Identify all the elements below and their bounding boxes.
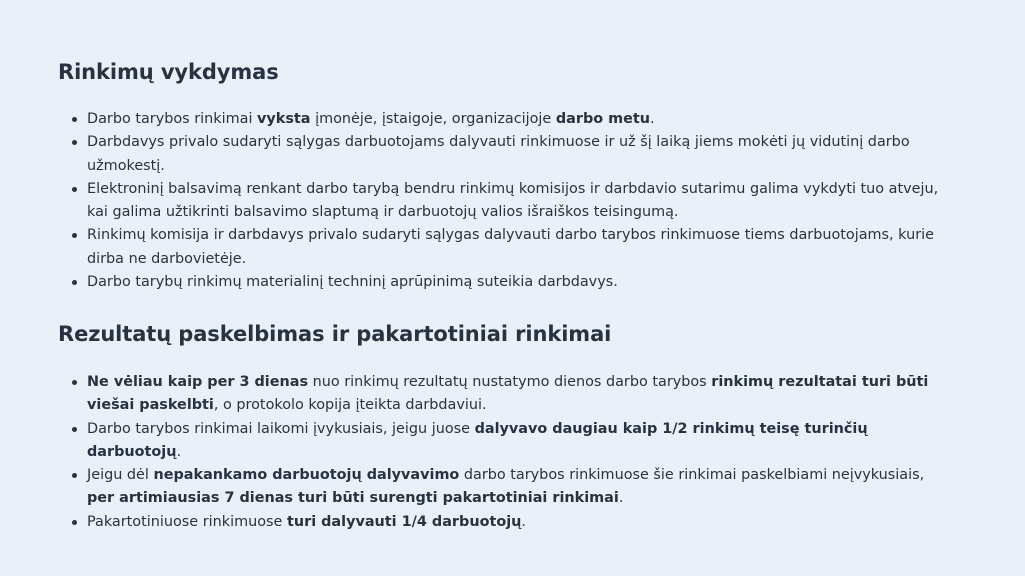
list-item-text: . — [521, 513, 526, 530]
results-list — [58, 371, 948, 534]
list-item-text: Jeigu dėl — [87, 467, 154, 484]
list-item-text: Pakartotiniuose rinkimuose — [87, 513, 287, 530]
list-item-text: Rinkimų komisija ir darbdavys privalo sudaryti sąlygas dalyvauti darbo tarybos rinkimuose tiems darbuotojams, kurie dirba ne darbovietėje. — [87, 227, 934, 267]
list-item-text: . — [650, 111, 655, 127]
list-item — [58, 371, 948, 418]
emphasized-text: per artimiausias 7 dienas turi būti surengti pakartotiniai rinkimai — [87, 490, 619, 507]
list-item-text: , o protokolo kopija įteikta darbdaviui. — [213, 397, 487, 414]
emphasized-text: darbo metu — [555, 111, 651, 127]
list-item — [58, 464, 948, 511]
list-item-text: Darbo tarybos rinkimai — [87, 111, 258, 127]
list-item-text: . — [618, 490, 624, 507]
list-item — [58, 131, 948, 178]
list-item-text: Darbdavys privalo sudaryti sąlygas darbuotojams dalyvauti rinkimuose ir už šį laiką jiems mokėti jų vidutinį darbo užmokestį. — [87, 134, 910, 174]
list-item — [58, 108, 948, 131]
list-item-text: Elektroninį balsavimą renkant darbo tarybą bendru rinkimų komisijos ir darbdavio sutarimu galima vykdyti tuo atveju, kai galima užtikrinti balsavimo slaptumą ir darbuotojų valios išraiškos teisingumą. — [87, 180, 939, 221]
list-item-text: Darbo tarybų rinkimų materialinį techninį aprūpinimą suteikia darbdavys. — [87, 274, 618, 291]
section-title-results-and-repeat-elections: Rezultatų paskelbimas ir pakartotiniai rinkimai — [58, 322, 612, 346]
emphasized-text: rinkimų rezultatai turi būti viešai paskelbti — [87, 374, 929, 414]
list-item-text: nuo rinkimų rezultatų nustatymo dienos darbo tarybos — [308, 374, 712, 390]
list-item — [58, 271, 948, 294]
section-title-election-process: Rinkimų vykdymas — [58, 60, 279, 84]
emphasized-text: dalyvavo daugiau kaip 1/2 rinkimų teisę turinčių darbuotojų — [87, 420, 868, 460]
list-item — [58, 418, 948, 465]
election-process-list — [58, 108, 948, 294]
list-item — [58, 178, 948, 225]
emphasized-text: nepakankamo darbuotojų dalyvavimo — [153, 467, 460, 484]
list-item-text: . — [176, 443, 182, 460]
list-item — [58, 511, 948, 534]
emphasized-text: Ne vėliau kaip per 3 dienas — [87, 374, 309, 390]
list-item-text: darbo tarybos rinkimuose šie rinkimai paskelbiami neįvykusiais, — [459, 467, 925, 484]
emphasized-text: turi dalyvauti 1/4 darbuotojų — [286, 513, 522, 530]
list-item-text: įmonėje, įstaigoje, organizacijoje — [310, 111, 556, 127]
emphasized-text: vyksta — [257, 111, 311, 127]
list-item-text: Darbo tarybos rinkimai laikomi įvykusiais, jeigu juose — [87, 420, 475, 437]
list-item — [58, 224, 948, 271]
